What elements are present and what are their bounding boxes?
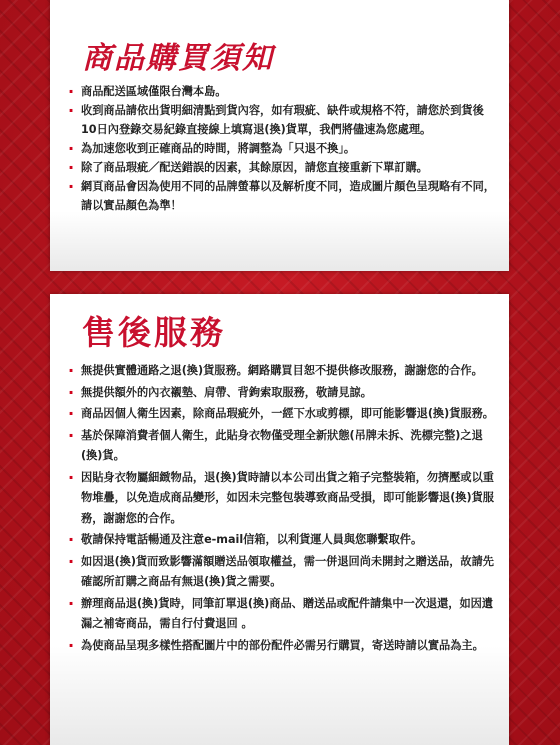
list-item: · 無提供實體通路之退(換)貨服務。網路購買目恕不提供修改服務，謝謝您的合作。: [68, 361, 495, 382]
list-item: · 網頁商品會因為使用不同的品牌螢幕以及解析度不同，造成圖片顏色呈現略有不同，請以實品顏色為準！: [68, 177, 495, 215]
list-item: · 為加速您收到正確商品的時間，將調整為「只退不換」。: [68, 139, 495, 158]
list-item: · 基於保障消費者個人衛生，此貼身衣物僅受理全新狀態(吊牌未拆、洗標完整)之退(換)貨。: [68, 426, 495, 467]
list-item: · 為使商品呈現多樣性搭配圖片中的部份配件必需另行購買，寄送時請以實品為主。: [68, 636, 495, 657]
list-item: · 因貼身衣物屬細緻物品，退(換)貨時請以本公司出貨之箱子完整裝箱，勿擠壓或以重物堆疊，以免造成商品變形，如因未完整包裝導致商品受損，即可能影響退(換)貨服務，謝謝您的合作。: [68, 468, 495, 530]
list-item: · 無提供額外的內衣襯墊、肩帶、背鉤索取服務，敬請見諒。: [68, 383, 495, 404]
list-item: · 商品配送區域僅限台灣本島。: [68, 82, 495, 101]
after-sales-service-panel: [50, 294, 509, 745]
list-item: · 商品因個人衛生因素，除商品瑕疵外，一經下水或剪標，即可能影響退(換)貨服務。: [68, 404, 495, 425]
after-sales-service-title: 售後服務: [82, 313, 226, 352]
list-item: · 如因退(換)貨而致影響滿額贈送品領取權益，需一併退回尚未開封之贈送品，故請先確認所訂購之商品有無退(換)貨之需要。: [68, 552, 495, 593]
list-item: · 收到商品請依出貨明細清點到貨內容，如有瑕疵、缺件或規格不符，請您於到貨後10日內登錄交易紀錄直接線上填寫退(換)貨單，我們將儘速為您處理。: [68, 101, 495, 139]
purchase-notice-title: 商品購買須知: [82, 41, 274, 76]
list-item: · 敬請保持電話暢通及注意e-mail信箱，以利貨運人員與您聯繫取件。: [68, 530, 495, 551]
list-item: · 辦理商品退(換)貨時，同筆訂單退(換)商品、贈送品或配件請集中一次退還，如因遺漏之補寄商品，需自行付費退回 。: [68, 594, 495, 635]
after-sales-service-list: [68, 361, 495, 656]
list-item: · 除了商品瑕疵／配送錯誤的因素，其餘原因，請您直接重新下單訂購。: [68, 158, 495, 177]
purchase-notice-panel: [50, 0, 509, 271]
purchase-notice-list: [68, 82, 495, 215]
